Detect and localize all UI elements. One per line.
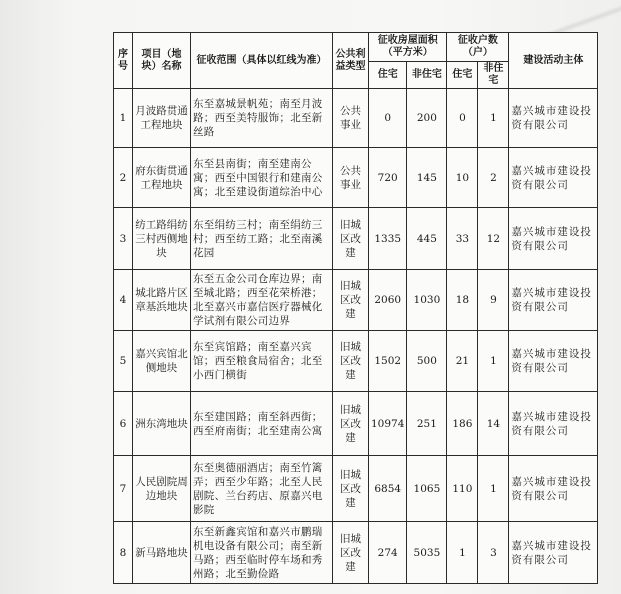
table-row xyxy=(114,456,598,522)
row-scope: 东至新鑫宾馆和嘉兴市鹏瑞机电设备有限公司；南至新马路；西至临时停车场和秀州路；北至勤俭路 xyxy=(191,522,333,584)
table-row xyxy=(114,270,598,331)
row-owner: 嘉兴城市建设投资有限公司 xyxy=(509,331,598,392)
row-scope: 东至五金公司仓库边界；南至城北路；西至花荣桥港；北至嘉兴市嘉信医疗器械化学试剂有限公司边界 xyxy=(191,270,333,331)
row-area-residential: 1335 xyxy=(369,208,407,270)
row-area-residential: 2060 xyxy=(369,270,407,331)
row-no: 3 xyxy=(114,208,133,270)
table-row xyxy=(114,89,598,148)
row-owner: 嘉兴城市建设投资有限公司 xyxy=(509,148,598,208)
table-row xyxy=(114,522,598,584)
row-area-non-residential: 1065 xyxy=(407,456,447,522)
row-households-residential: 18 xyxy=(447,270,478,331)
row-scope: 东至绢纺三村；南至绢纺三村；西至纺工路；北至南溪花园 xyxy=(191,208,333,270)
row-type: 旧城区改建 xyxy=(333,208,369,270)
row-households-non-residential: 1 xyxy=(478,456,509,522)
row-type: 旧城区改建 xyxy=(333,331,369,392)
row-households-residential: 1 xyxy=(447,522,478,584)
row-scope: 东至宾馆路；南至嘉兴宾馆；西至粮食局宿舍；北至小西门横街 xyxy=(191,331,333,392)
row-scope: 东至嘉城景帆苑；南至月波路；西至美特服饰；北至新丝路 xyxy=(191,89,333,148)
row-owner: 嘉兴城市建设投资有限公司 xyxy=(509,522,598,584)
row-no: 4 xyxy=(114,270,133,331)
row-area-residential: 0 xyxy=(369,89,407,148)
header-households-residential: 住宅 xyxy=(447,62,478,89)
row-type: 公共事业 xyxy=(333,89,369,148)
row-no: 7 xyxy=(114,456,133,522)
row-type: 公共事业 xyxy=(333,148,369,208)
expropriation-table xyxy=(113,32,598,584)
row-owner: 嘉兴城市建设投资有限公司 xyxy=(509,456,598,522)
row-name: 月波路贯通工程地块 xyxy=(133,89,191,148)
row-name: 新马路地块 xyxy=(133,522,191,584)
row-area-residential: 274 xyxy=(369,522,407,584)
row-households-non-residential: 2 xyxy=(478,148,509,208)
row-name: 府东街贯通工程地块 xyxy=(133,148,191,208)
row-owner: 嘉兴城市建设投资有限公司 xyxy=(509,270,598,331)
header-households: 征收户数（户） xyxy=(447,33,509,62)
row-households-residential: 10 xyxy=(447,148,478,208)
table-row xyxy=(114,148,598,208)
header-no: 序号 xyxy=(114,33,133,89)
row-owner: 嘉兴城市建设投资有限公司 xyxy=(509,392,598,456)
row-area-non-residential: 5035 xyxy=(407,522,447,584)
header-type: 公共利益类型 xyxy=(333,33,369,89)
row-households-non-residential: 1 xyxy=(478,89,509,148)
row-area-residential: 6854 xyxy=(369,456,407,522)
row-households-non-residential: 14 xyxy=(478,392,509,456)
row-name: 洲东湾地块 xyxy=(133,392,191,456)
row-no: 6 xyxy=(114,392,133,456)
row-owner: 嘉兴城市建设投资有限公司 xyxy=(509,89,598,148)
row-households-non-residential: 3 xyxy=(478,522,509,584)
row-type: 旧城区改建 xyxy=(333,456,369,522)
row-area-non-residential: 200 xyxy=(407,89,447,148)
row-households-residential: 21 xyxy=(447,331,478,392)
row-households-non-residential: 1 xyxy=(478,331,509,392)
row-type: 旧城区改建 xyxy=(333,522,369,584)
header-item: 项目（地块）名称 xyxy=(133,33,191,89)
row-households-residential: 110 xyxy=(447,456,478,522)
row-households-non-residential: 12 xyxy=(478,208,509,270)
row-no: 5 xyxy=(114,331,133,392)
header-households-non-residential: 非住宅 xyxy=(478,62,509,89)
row-households-residential: 186 xyxy=(447,392,478,456)
row-owner: 嘉兴城市建设投资有限公司 xyxy=(509,208,598,270)
header-scope: 征收范围（具体以红线为准） xyxy=(191,33,333,89)
header-row xyxy=(114,33,598,62)
row-area-non-residential: 500 xyxy=(407,331,447,392)
row-type: 旧城区改建 xyxy=(333,270,369,331)
row-name: 嘉兴宾馆北侧地块 xyxy=(133,331,191,392)
row-name: 纺工路绢纺三村西侧地块 xyxy=(133,208,191,270)
row-type: 旧城区改建 xyxy=(333,392,369,456)
row-households-residential: 0 xyxy=(447,89,478,148)
header-owner: 建设活动主体 xyxy=(509,33,598,89)
row-area-non-residential: 145 xyxy=(407,148,447,208)
row-households-non-residential: 9 xyxy=(478,270,509,331)
row-scope: 东至奥德丽酒店；南至竹篱弄；西至少年路；北至人民剧院、兰台药店、原嘉兴电影院 xyxy=(191,456,333,522)
row-area-non-residential: 1030 xyxy=(407,270,447,331)
row-scope: 东至县南街；南至建南公寓；西至中国银行和建南公寓；北至建设街道综治中心 xyxy=(191,148,333,208)
row-area-residential: 1502 xyxy=(369,331,407,392)
row-area-residential: 10974 xyxy=(369,392,407,456)
table-row xyxy=(114,392,598,456)
table-row xyxy=(114,208,598,270)
row-no: 2 xyxy=(114,148,133,208)
row-area-non-residential: 251 xyxy=(407,392,447,456)
row-area-non-residential: 445 xyxy=(407,208,447,270)
header-area-non-residential: 非住宅 xyxy=(407,62,447,89)
row-no: 1 xyxy=(114,89,133,148)
header-area-residential: 住宅 xyxy=(369,62,407,89)
row-no: 8 xyxy=(114,522,133,584)
row-scope: 东至建国路；南至斜西街；西至府南街；北至建南公寓 xyxy=(191,392,333,456)
row-area-residential: 720 xyxy=(369,148,407,208)
header-area: 征收房屋面积（平方米） xyxy=(369,33,447,62)
row-name: 人民剧院周边地块 xyxy=(133,456,191,522)
table-row xyxy=(114,331,598,392)
row-households-residential: 33 xyxy=(447,208,478,270)
row-name: 城北路片区章基浜地块 xyxy=(133,270,191,331)
